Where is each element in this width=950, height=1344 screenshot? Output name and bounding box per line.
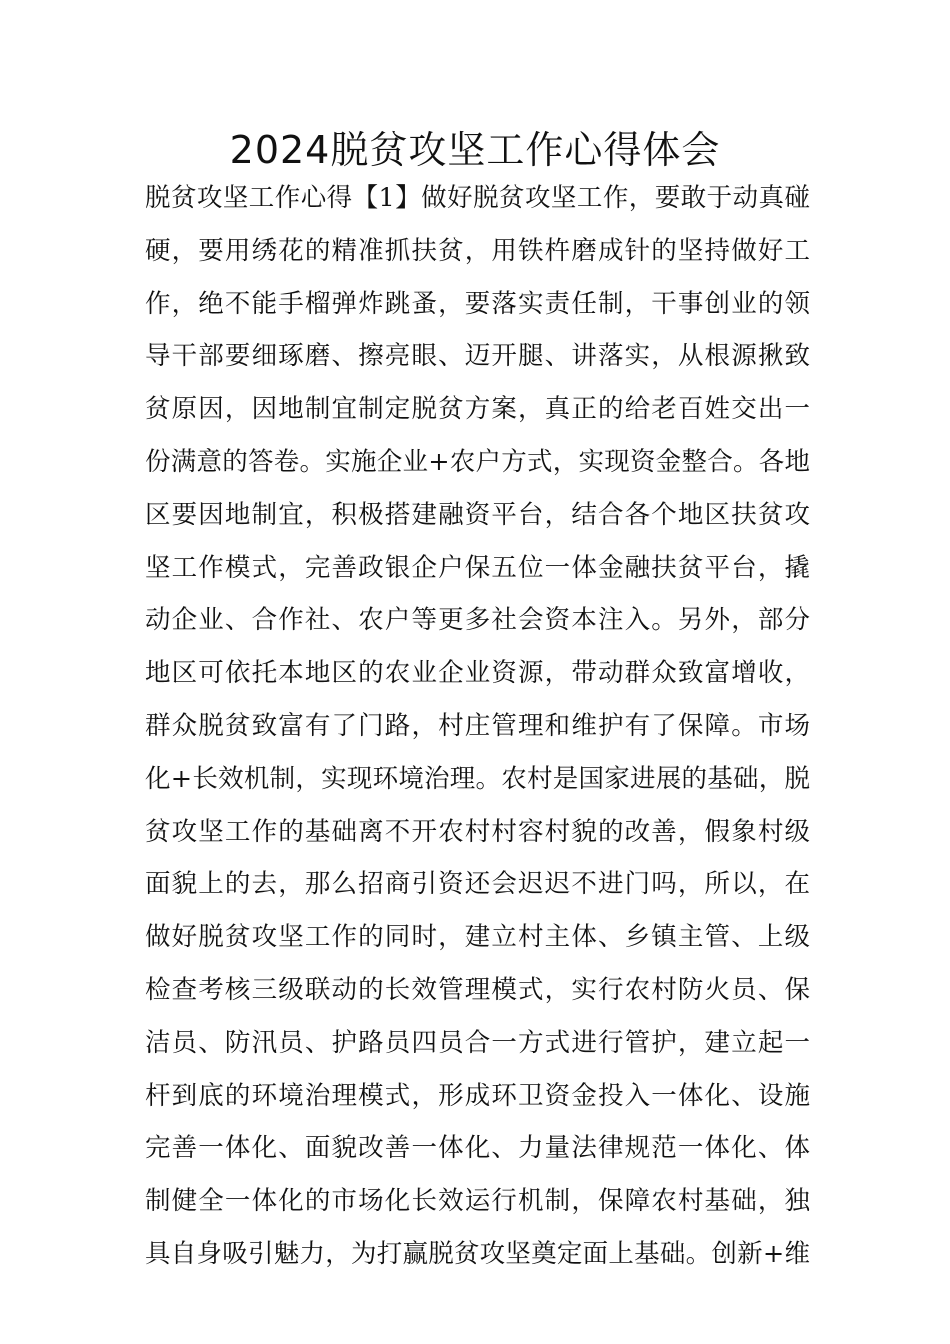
body-line: 杆到底的环境治理模式，形成环卫资金投入一体化、设施 (145, 1080, 810, 1111)
body-line: 具自身吸引魅力，为打赢脱贫攻坚奠定面上基础。创新+维 (145, 1238, 810, 1269)
body-line: 检查考核三级联动的长效管理模式，实行农村防火员、保 (145, 974, 810, 1005)
body-line: 洁员、防汛员、护路员四员合一方式进行管护，建立起一 (145, 1027, 810, 1058)
body-line: 制健全一体化的市场化长效运行机制，保障农村基础，独 (145, 1186, 810, 1217)
body-line: 硬，要用绣花的精准抓扶贫，用铁杵磨成针的坚持做好工 (145, 235, 810, 266)
body-line: 贫攻坚工作的基础离不开农村村容村貌的改善，假象村级 (145, 816, 810, 847)
body-line: 做好脱贫攻坚工作的同时，建立村主体、乡镇主管、上级 (145, 922, 810, 953)
body-line: 群众脱贫致富有了门路，村庄管理和维护有了保障。市场 (145, 710, 810, 741)
document-title: 2024脱贫攻坚工作心得体会 (229, 128, 721, 172)
document-body (145, 172, 810, 1281)
body-line: 导干部要细琢磨、擦亮眼、迈开腿、讲落实，从根源揪致 (145, 341, 810, 372)
body-line: 完善一体化、面貌改善一体化、力量法律规范一体化、体 (145, 1133, 810, 1164)
body-line: 作，绝不能手榴弹炸跳蚤，要落实责任制，干事创业的领 (145, 288, 810, 319)
body-line: 贫原因，因地制宜制定脱贫方案，真正的给老百姓交出一 (145, 394, 810, 425)
body-line: 面貌上的去，那么招商引资还会迟迟不进门吗，所以，在 (145, 869, 810, 900)
body-line: 份满意的答卷。实施企业+农户方式，实现资金整合。各地 (145, 446, 810, 477)
body-line: 脱贫攻坚工作心得【1】做好脱贫攻坚工作，要敢于动真碰 (145, 183, 810, 213)
body-line: 化+长效机制，实现环境治理。农村是国家进展的基础，脱 (145, 763, 810, 794)
body-line: 地区可依托本地区的农业企业资源，带动群众致富增收， (145, 658, 810, 689)
body-line: 动企业、合作社、农户等更多社会资本注入。另外，部分 (145, 605, 810, 636)
body-line: 区要因地制宜，积极搭建融资平台，结合各个地区扶贫攻 (145, 499, 810, 530)
body-line: 坚工作模式，完善政银企户保五位一体金融扶贫平台，撬 (145, 552, 810, 583)
